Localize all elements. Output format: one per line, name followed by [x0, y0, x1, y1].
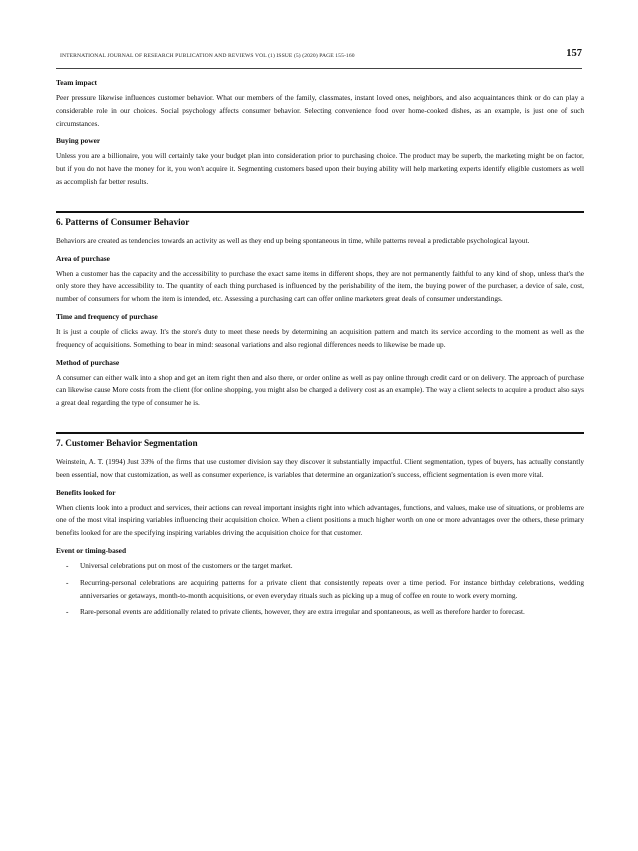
- paragraph-time-frequency: It is just a couple of clicks away. It's the store's duty to meet these needs by determining an acquisition pattern and match its service according to the moment as well as the frequency of acquisitions. Something to bear in mind: seasonal variations and also regional differences needs to likewise be made up.: [56, 326, 584, 349]
- list-item: [66, 606, 584, 619]
- subheading-method-of-purchase: Method of purchase: [56, 357, 120, 367]
- subheading-team-impact: Team impact: [56, 78, 97, 87]
- section-heading-6: 6. Patterns of Consumer Behavior: [56, 211, 584, 227]
- list-item: [66, 560, 584, 573]
- paragraph-method-of-purchase: A consumer can either walk into a shop and get an item right then and also there, or order online as well as pay online through credit card or on delivery. The approach of purchase can likewise cause More costs from the client (for online shopping, you might also be charged a delivery cost as an example). The way a client selects to acquire a product also says a great deal regarding the type of consumer he is.: [56, 372, 584, 408]
- list-item-text: Recurring-personal celebrations are acquiring patterns for a private client that consistently repeats over a time period. For instance birthday celebrations, wedding anniversaries or getaways, month-to-month acquisitions, or even everyday rituals such as picking up a mug of coffee en route to work every morning.: [80, 577, 584, 600]
- paragraph-section7-intro: Weinstein, A. T. (1994) Just 33% of the firms that use customer division say they discover it substantially impactful. Client segmentation, types of buyers, has actually constantly been essential, now that customization, as well as consumer experience, is variables that determine an organization's success, efficient segmentation is even more vital.: [56, 456, 584, 479]
- section-heading-7: 7. Customer Behavior Segmentation: [56, 432, 584, 448]
- list-item-text: Rare-personal events are additionally related to private clients, however, they are extra irregular and spontaneous, as well as therefore harder to forecast.: [80, 607, 525, 617]
- paragraph-team-impact: Peer pressure likewise influences customer behavior. What our members of the family, classmates, instant loved ones, neighbors, and also acquaintances think or do can play a considerable role in our choices. Social psychology affects consumer behavior. Selecting convenience food over home-cooked dishes, as an example, is just one of such circumstances.: [56, 93, 584, 128]
- subheading-event-timing: Event or timing-based: [56, 545, 127, 555]
- dash-bullet: -: [66, 577, 69, 587]
- paragraph-section6-intro: Behaviors are created as tendencies towards an activity as well as they end up being spontaneous in time, while patterns reveal a predictable psychological layout.: [56, 235, 530, 245]
- dash-bullet: -: [66, 607, 69, 617]
- subheading-buying-power: Buying power: [56, 136, 101, 146]
- journal-citation: INTERNATIONAL JOURNAL OF RESEARCH PUBLICATION AND REVIEWS VOL (1) ISSUE (5) (2020) PAGE 155-160: [60, 53, 355, 59]
- paragraph-benefits: When clients look into a product and services, their actions can reveal important insights right into which advantages, functions, and values, make use of situations, or problems are one of the most vital inspiring variables influencing their acquisition choice. When a client positions a much higher worth on one or more advantages over the others, these primary benefits looked for are the specifying inspiring variables driving the acquisition choice for that customer.: [56, 502, 584, 538]
- dash-bullet: -: [66, 560, 69, 570]
- subheading-area-of-purchase: Area of purchase: [56, 253, 110, 263]
- subheading-time-frequency: Time and frequency of purchase: [56, 311, 158, 321]
- list-item-text: Universal celebrations put on most of the customers or the target market.: [80, 560, 293, 570]
- paragraph-area-of-purchase: When a customer has the capacity and the accessibility to purchase the exact same items in different shops, they are not permanently faithful to any kind of shop, unless that's the only store they have accessibility to. The quantity of each thing purchased is influenced by the perishability of the item, the buying power of the purchaser, a device of sale, cost, number of consumers for whom the item is intended, etc. Assessing a purchasing cart can offer online marketers great deals of consumer understandings.: [56, 268, 584, 304]
- paragraph-buying-power: Unless you are a billionaire, you will certainly take your budget plan into consideration prior to purchasing choice. The product may be superb, the marketing might be on factor, but if you do not have the money for it, you won't acquire it. Segmenting customers based upon their buying ability will help marketing experts identify eligible customers as well as accomplish far better results.: [56, 151, 584, 186]
- running-header: [56, 46, 582, 69]
- page-number: 157: [566, 48, 582, 59]
- subheading-benefits: Benefits looked for: [56, 487, 116, 497]
- list-item: [66, 577, 584, 603]
- page-body: [56, 78, 584, 623]
